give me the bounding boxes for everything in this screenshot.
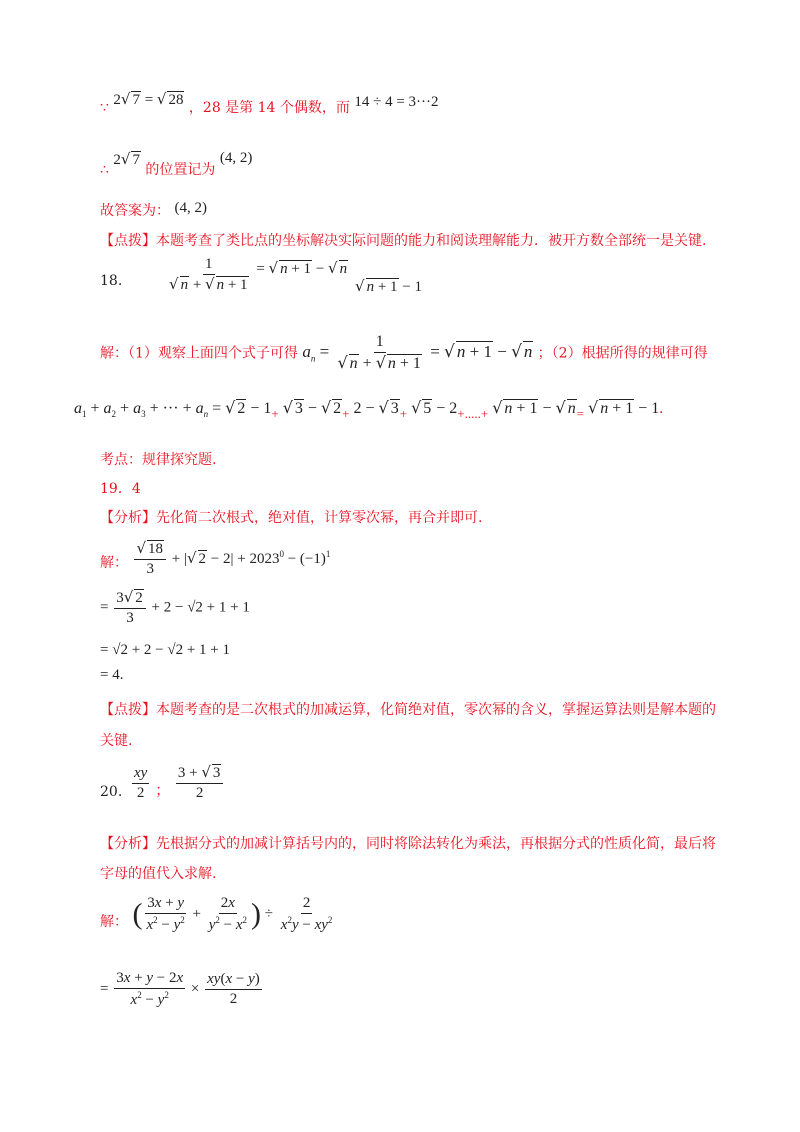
- q18-fraction: $\frac{1}{√ n + √ n + 1}$: [169, 256, 248, 294]
- q20-analysis: [100, 836, 716, 853]
- q18-kaodian: 考点：规律探究题.: [100, 452, 217, 468]
- q19-step2: = $\frac{3√ 2}{3}$ + 2 − √2 + 1 + 1: [100, 588, 250, 627]
- q20-number: 20.: [100, 784, 123, 800]
- q19-step2-rest: + 2 − √2 + 1 + 1: [151, 599, 250, 616]
- line-answer: [100, 202, 207, 220]
- math-2sqrt7-eq-sqrt28: 2√ 7 = √ 28: [113, 90, 184, 108]
- math-2sqrt7: 2√ 7: [113, 150, 140, 168]
- q19-step1: [100, 540, 330, 579]
- q20-step2: = $\frac{3x + y - 2x}{x^2 - y^2}$ × $\frac{xy(x - y)}{2}$: [100, 970, 260, 1009]
- note-tag: 【点拨】: [100, 233, 156, 249]
- therefore-symbol: ∴: [100, 162, 109, 178]
- q20-expr: ( $\frac{3x + y}{x^2 - y^2}$ + $\frac{2x}{y^2 - x^2}$ ) ÷ $\frac{2}{x^2y - xy^2}$: [132, 895, 333, 934]
- q19-analysis: [100, 510, 482, 527]
- line1-text: ，28 是第 14 个偶数，而: [188, 100, 350, 116]
- q19-analysis-text: 先化简二次根式，绝对值，计算零次幂，再合并即可.: [156, 510, 483, 526]
- line2-text: 的位置记为: [145, 162, 216, 178]
- plus-3: +: [399, 406, 408, 421]
- q18-answer2: √ n + 1 − 1: [355, 277, 422, 295]
- q19-analysis-tag: 【分析】: [100, 510, 156, 526]
- sum-end: .: [659, 400, 664, 417]
- q18-solution-line: [100, 333, 708, 374]
- answer-value: (4, 2): [174, 200, 207, 216]
- note-text: 本题考查了类比点的坐标解决实际问题的能力和阅读理解能力．被开方数全部统一是关键.: [156, 233, 707, 249]
- plus-2: +: [342, 406, 350, 421]
- q19-step3: = √2 + 2 − √2 + 1 + 1: [100, 642, 231, 658]
- math-division: 14 ÷ 4 = 3···2: [354, 94, 439, 110]
- q18-sol2: ；（2）根据所得的规律可得: [537, 345, 708, 362]
- q19-note-tag: 【点拨】: [100, 702, 156, 718]
- line-note-17: [100, 233, 706, 250]
- q20-answer: $\frac{xy}{2}$ ； $\frac{3 + √ 3}{2}$: [130, 764, 225, 803]
- q18-general-term: $a_n$ = $\frac{1}{√ n + √ n + 1}$ = √ n + 1 − √ n: [302, 333, 533, 373]
- answer-label: 故答案为：: [100, 203, 170, 219]
- plus-dots: +.....+: [457, 406, 489, 421]
- q19-expr: $\frac{√ 18}{3}$ + |√ $2 - 2| + 2023^0 - (-1)^1$: [136, 539, 331, 578]
- q18-number: 18.: [100, 273, 123, 289]
- q19-sol-label: 解：: [100, 554, 128, 571]
- q19-note-2: 关键.: [100, 733, 133, 749]
- line-because: [100, 90, 439, 117]
- plus-1: +: [271, 406, 279, 421]
- q18-sol1: 解：（1）观察上面四个式子可得: [100, 345, 298, 362]
- q20-analysis-2: 字母的值代入求解.: [100, 866, 217, 882]
- q20-separator: ；: [155, 782, 171, 799]
- equals-sign: =: [576, 406, 585, 421]
- math-position: (4, 2): [219, 150, 253, 166]
- q18-formula: $\frac{1}{√ n + √ n + 1}$ = √ n + 1 − √ n: [169, 256, 348, 294]
- q20-step1: [100, 895, 336, 935]
- q20-analysis-tag: 【分析】: [100, 836, 156, 852]
- q19-step4: = 4.: [100, 667, 124, 683]
- q19-step4-value: = 4: [100, 667, 120, 683]
- q19-note-text: 本题考查的是二次根式的加减运算，化简绝对值，零次幂的含义，掌握运算法则是解本题的: [156, 702, 716, 718]
- line-therefore: [100, 150, 253, 179]
- because-symbol: ∵: [100, 100, 109, 116]
- q20-sol-label: 解：: [100, 914, 128, 931]
- q20-analysis-text: 先根据分式的加减计算括号内的，同时将除法转化为乘法，再根据分式的性质化简，最后将: [156, 836, 716, 852]
- q18-sum-line: $a_1 + a_2 + a_3$ + ··· + $a_n$ = √ $2 - 1_+$ √ 3 − √ $2_+$ 2 − √ $3_+$ √ $5 - 2_{+.....+}$ √ n + 1 − √ $n_=$ √ n + 1 − 1.: [74, 398, 664, 421]
- q19-note: [100, 702, 716, 719]
- q19-number: 19．4: [100, 481, 141, 497]
